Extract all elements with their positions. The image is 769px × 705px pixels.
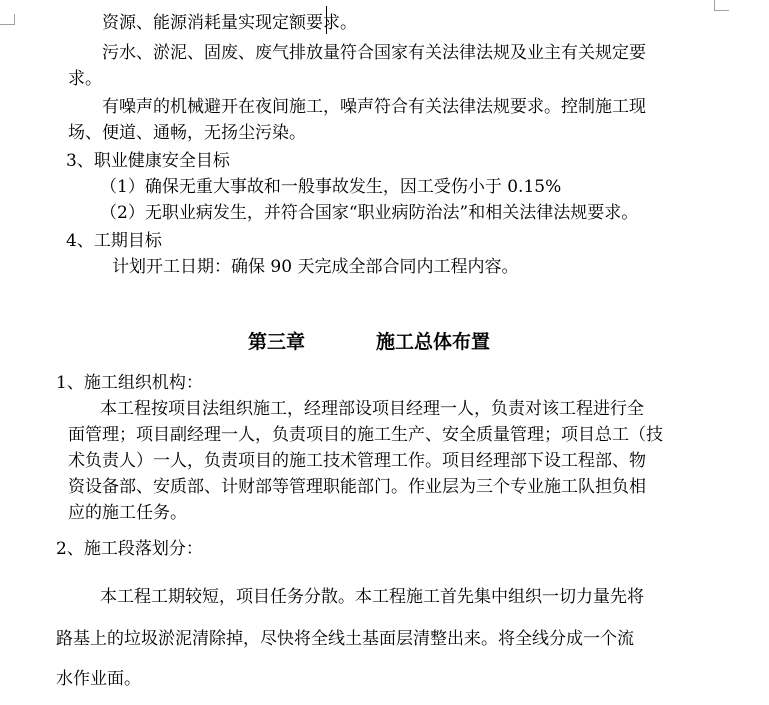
- section-heading[interactable]: 1、施工组织机构：: [56, 373, 203, 393]
- section-heading[interactable]: 3、职业健康安全目标: [66, 151, 230, 171]
- paragraph-line[interactable]: 本工程按项目法组织施工，经理部设项目经理一人，负责对该工程进行全: [100, 399, 644, 419]
- section-heading[interactable]: 2、施工段落划分：: [56, 539, 203, 559]
- section-heading[interactable]: 4、工期目标: [66, 231, 162, 251]
- list-item[interactable]: （1）确保无重大事故和一般事故发生，因工受伤小于 0.15%: [100, 177, 562, 197]
- paragraph-line[interactable]: 资设备部、安质部、计财部等管理职能部门。作业层为三个专业施工队担负相: [68, 477, 646, 497]
- paragraph-line[interactable]: 有噪声的机械避开在夜间施工，噪声符合有关法律法规要求。控制施工现: [102, 97, 646, 117]
- paragraph-line[interactable]: 污水、淤泥、固废、废气排放量符合国家有关法律法规及业主有关规定要: [102, 43, 646, 63]
- chapter-title[interactable]: 施工总体布置: [376, 331, 491, 353]
- paragraph-line[interactable]: 资源、能源消耗量实现定额要求。: [102, 13, 357, 33]
- paragraph-line[interactable]: 应的施工任务。: [68, 503, 187, 523]
- margin-corner-mark: [714, 0, 729, 11]
- paragraph-line[interactable]: 术负责人）一人，负责项目的施工技术管理工作。项目经理部下设工程部、物: [68, 451, 646, 471]
- paragraph-line[interactable]: 计划开工日期：确保 90 天完成全部合同内工程内容。: [112, 257, 519, 277]
- list-item[interactable]: （2）无职业病发生，并符合国家“职业病防治法”和相关法律法规要求。: [100, 203, 639, 223]
- paragraph-line[interactable]: 求。: [68, 69, 102, 89]
- chapter-number[interactable]: 第三章: [248, 331, 306, 353]
- paragraph-line[interactable]: 面管理；项目副经理一人，负责项目的施工生产、安全质量管理；项目总工（技: [68, 425, 663, 445]
- paragraph-line[interactable]: 路基上的垃圾淤泥清除掉，尽快将全线土基面层清整出来。将全线分成一个流: [56, 629, 634, 649]
- paragraph-line[interactable]: 水作业面。: [56, 669, 141, 689]
- paragraph-line[interactable]: 本工程工期较短，项目任务分散。本工程施工首先集中组织一切力量先将: [100, 587, 644, 607]
- paragraph-line[interactable]: 场、便道、通畅，无扬尘污染。: [68, 123, 306, 143]
- margin-corner-mark: [0, 14, 15, 25]
